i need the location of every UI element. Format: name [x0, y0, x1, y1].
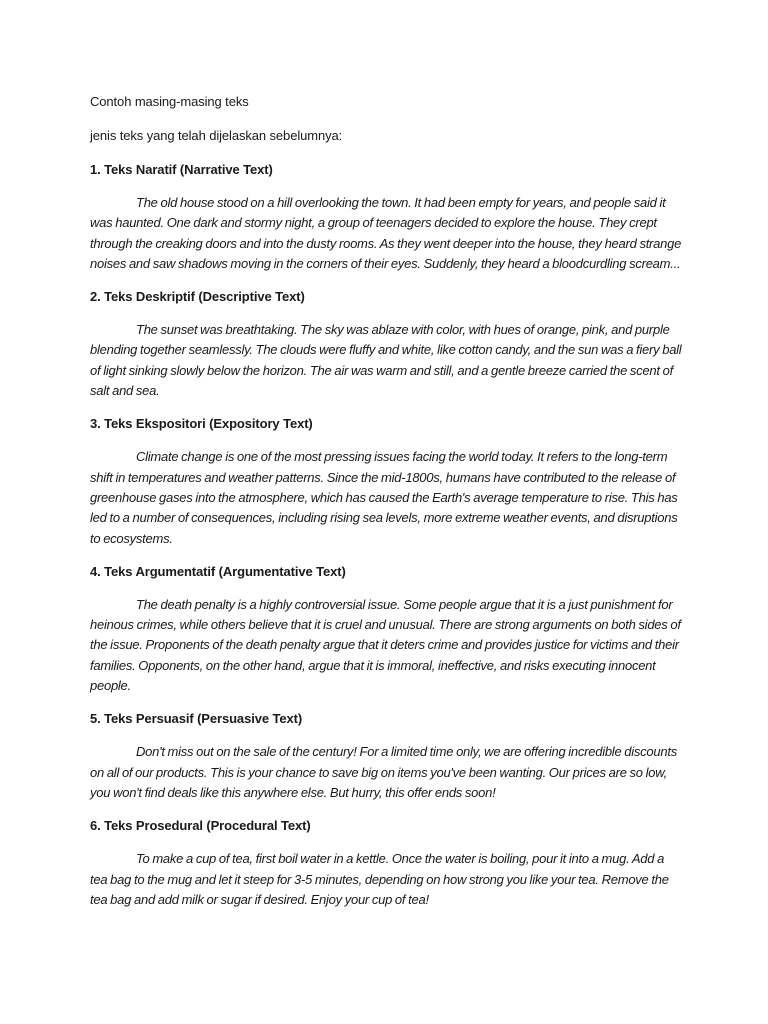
- section-expository: [90, 414, 682, 548]
- section-example-text: The sunset was breathtaking. The sky was ablaze with color, with hues of orange, pink, and purple blending together seamlessly. The clouds were fluffy and white, like cotton candy, and the sun was a fiery ball of light sinking slowly below the horizon. The air was warm and still, and a gentle breeze carried the scent of salt and sea.: [90, 322, 682, 399]
- section-descriptive: [90, 287, 682, 401]
- section-example-text: The death penalty is a highly controversial issue. Some people argue that it is a just punishment for heinous crimes, while others believe that it is cruel and unusual. There are strong arguments on both sides of the issue. Proponents of the death penalty argue that it deters crime and provides justice for victims and their families. Opponents, on the other hand, argue that it is immoral, ineffective, and risks executing innocent people.: [90, 596, 681, 694]
- document-page: [90, 92, 682, 923]
- document-title: Contoh masing-masing teks: [90, 94, 249, 109]
- section-procedural: [90, 816, 682, 910]
- section-heading: 1. Teks Naratif (Narrative Text): [90, 162, 273, 177]
- section-heading: 2. Teks Deskriptif (Descriptive Text): [90, 289, 305, 305]
- section-heading: 4. Teks Argumentatif (Argumentative Text): [90, 563, 346, 579]
- section-example-text: Climate change is one of the most pressing issues facing the world today. It refers to the long-term shift in temperatures and weather patterns. Since the mid-1800s, humans have contributed to the release of greenhouse gases into the atmosphere, which has caused the Earth's average temperature to rise. This has led to a number of consequences, including rising sea levels, more extreme weather events, and disruptions to ecosystems.: [90, 449, 678, 546]
- document-intro: jenis teks yang telah dijelaskan sebelumnya:: [90, 128, 343, 143]
- section-argumentative: [90, 562, 682, 696]
- section-heading: 3. Teks Ekspositori (Expository Text): [90, 416, 313, 432]
- section-example-text: To make a cup of tea, first boil water in a kettle. Once the water is boiling, pour it into a mug. Add a tea bag to the mug and let it steep for 3-5 minutes, depending on how strong you like your tea. Remove the tea bag and add milk or sugar if desired. Enjoy your cup of tea!: [90, 851, 669, 907]
- section-heading: 5. Teks Persuasif (Persuasive Text): [90, 711, 303, 727]
- section-example-text: The old house stood on a hill overlooking the town. It had been empty for years, and people said it was haunted. One dark and stormy night, a group of teenagers decided to explore the house. They crept through the creaking doors and into the dusty rooms. As they went deeper into the house, they heard strange noises and saw shadows moving in the corners of their eyes. Suddenly, they heard a bloodcurdling scream...: [90, 195, 682, 271]
- section-example-text: Don't miss out on the sale of the century! For a limited time only, we are offering incredible discounts on all of our products. This is your chance to save big on items you've been wanting. Our prices are so low, you won't find deals like this anywhere else. But hurry, this offer ends soon!: [90, 744, 677, 800]
- section-heading: 6. Teks Prosedural (Procedural Text): [90, 818, 311, 834]
- section-persuasive: [90, 709, 682, 803]
- section-narrative: [90, 160, 682, 274]
